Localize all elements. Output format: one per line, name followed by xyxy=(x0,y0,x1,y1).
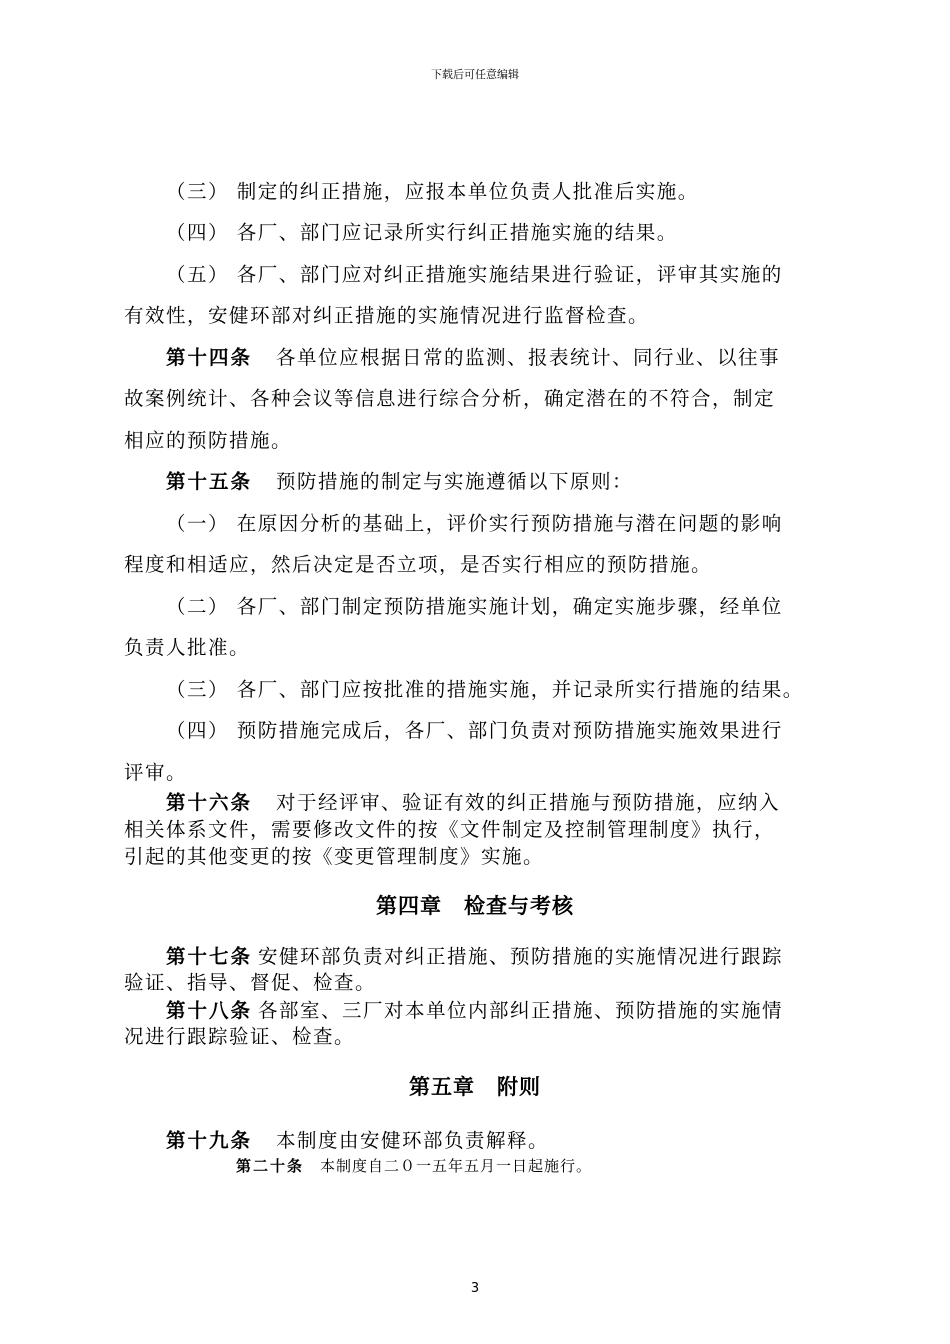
article-18 xyxy=(166,995,783,1023)
chapter-4-heading: 第四章 检查与考核 xyxy=(376,894,574,918)
article-19-title: 第十九条 xyxy=(166,1129,253,1152)
article-19 xyxy=(166,1125,549,1153)
paragraph-item-3: （三） 制定的纠正措施，应报本单位负责人批准后实施。 xyxy=(166,180,699,203)
article-17-title: 第十七条 xyxy=(166,945,253,968)
article-15 xyxy=(166,466,633,494)
principle-2-cont: 负责人批准。 xyxy=(124,636,251,659)
principle-4: （四） 预防措施完成后，各厂、部门负责对预防措施实施效果进行 xyxy=(166,719,783,742)
principle-1: （一） 在原因分析的基础上，评价实行预防措施与潜在问题的影响 xyxy=(166,512,783,535)
article-14-text: 各单位应根据日常的监测、报表统计、同行业、以往事 xyxy=(276,346,781,369)
paragraph-item-5: （五） 各厂、部门应对纠正措施实施结果进行验证，评审其实施的 xyxy=(166,263,783,286)
page-header: 下载后可任意编辑 xyxy=(431,68,519,81)
article-19-text: 本制度由安健环部负责解释。 xyxy=(276,1129,550,1152)
article-14-cont-2: 相应的预防措施。 xyxy=(124,429,293,452)
principle-1-cont: 程度和相适应，然后决定是否立项，是否实行相应的预防措施。 xyxy=(124,553,713,576)
article-20 xyxy=(236,1155,592,1176)
article-18-title: 第十八条 xyxy=(166,999,253,1022)
article-15-title: 第十五条 xyxy=(166,470,253,493)
paragraph-item-4: （四） 各厂、部门应记录所实行纠正措施实施的结果。 xyxy=(166,221,678,244)
chapter-5-heading: 第五章 附则 xyxy=(409,1075,541,1099)
article-16-cont-1: 相关体系文件，需要修改文件的按《文件制定及控制管理制度》执行， xyxy=(124,818,776,841)
principle-4-cont: 评审。 xyxy=(124,761,188,784)
principle-2: （二） 各厂、部门制定预防措施实施计划，确定实施步骤，经单位 xyxy=(166,595,783,618)
article-16-title: 第十六条 xyxy=(166,791,253,814)
article-16 xyxy=(166,787,780,815)
paragraph-item-5-cont: 有效性，安健环部对纠正措施的实施情况进行监督检查。 xyxy=(124,304,650,327)
article-15-text: 预防措施的制定与实施遵循以下原则： xyxy=(276,470,634,493)
principle-3: （三） 各厂、部门应按批准的措施实施，并记录所实行措施的结果。 xyxy=(166,678,804,701)
article-16-text: 对于经评审、验证有效的纠正措施与预防措施，应纳入 xyxy=(276,791,781,814)
article-17-text: 安健环部负责对纠正措施、预防措施的实施情况进行跟踪 xyxy=(258,945,784,968)
article-18-cont: 况进行跟踪验证、检查。 xyxy=(124,1025,356,1048)
article-14-cont-1: 故案例统计、各种会议等信息进行综合分析，确定潜在的不符合，制定 xyxy=(124,387,776,410)
article-14-title: 第十四条 xyxy=(166,346,253,369)
article-17 xyxy=(166,941,783,969)
page-number: 3 xyxy=(470,1281,480,1296)
article-18-text: 各部室、三厂对本单位内部纠正措施、预防措施的实施情 xyxy=(258,999,784,1022)
article-16-cont-2: 引起的其他变更的按《变更管理制度》实施。 xyxy=(124,845,545,868)
article-20-title: 第二十条 xyxy=(236,1157,305,1175)
article-17-cont: 验证、指导、督促、检查。 xyxy=(124,971,377,994)
article-20-text: 本制度自二０一五年五月一日起施行。 xyxy=(320,1157,593,1175)
article-14 xyxy=(166,342,780,370)
